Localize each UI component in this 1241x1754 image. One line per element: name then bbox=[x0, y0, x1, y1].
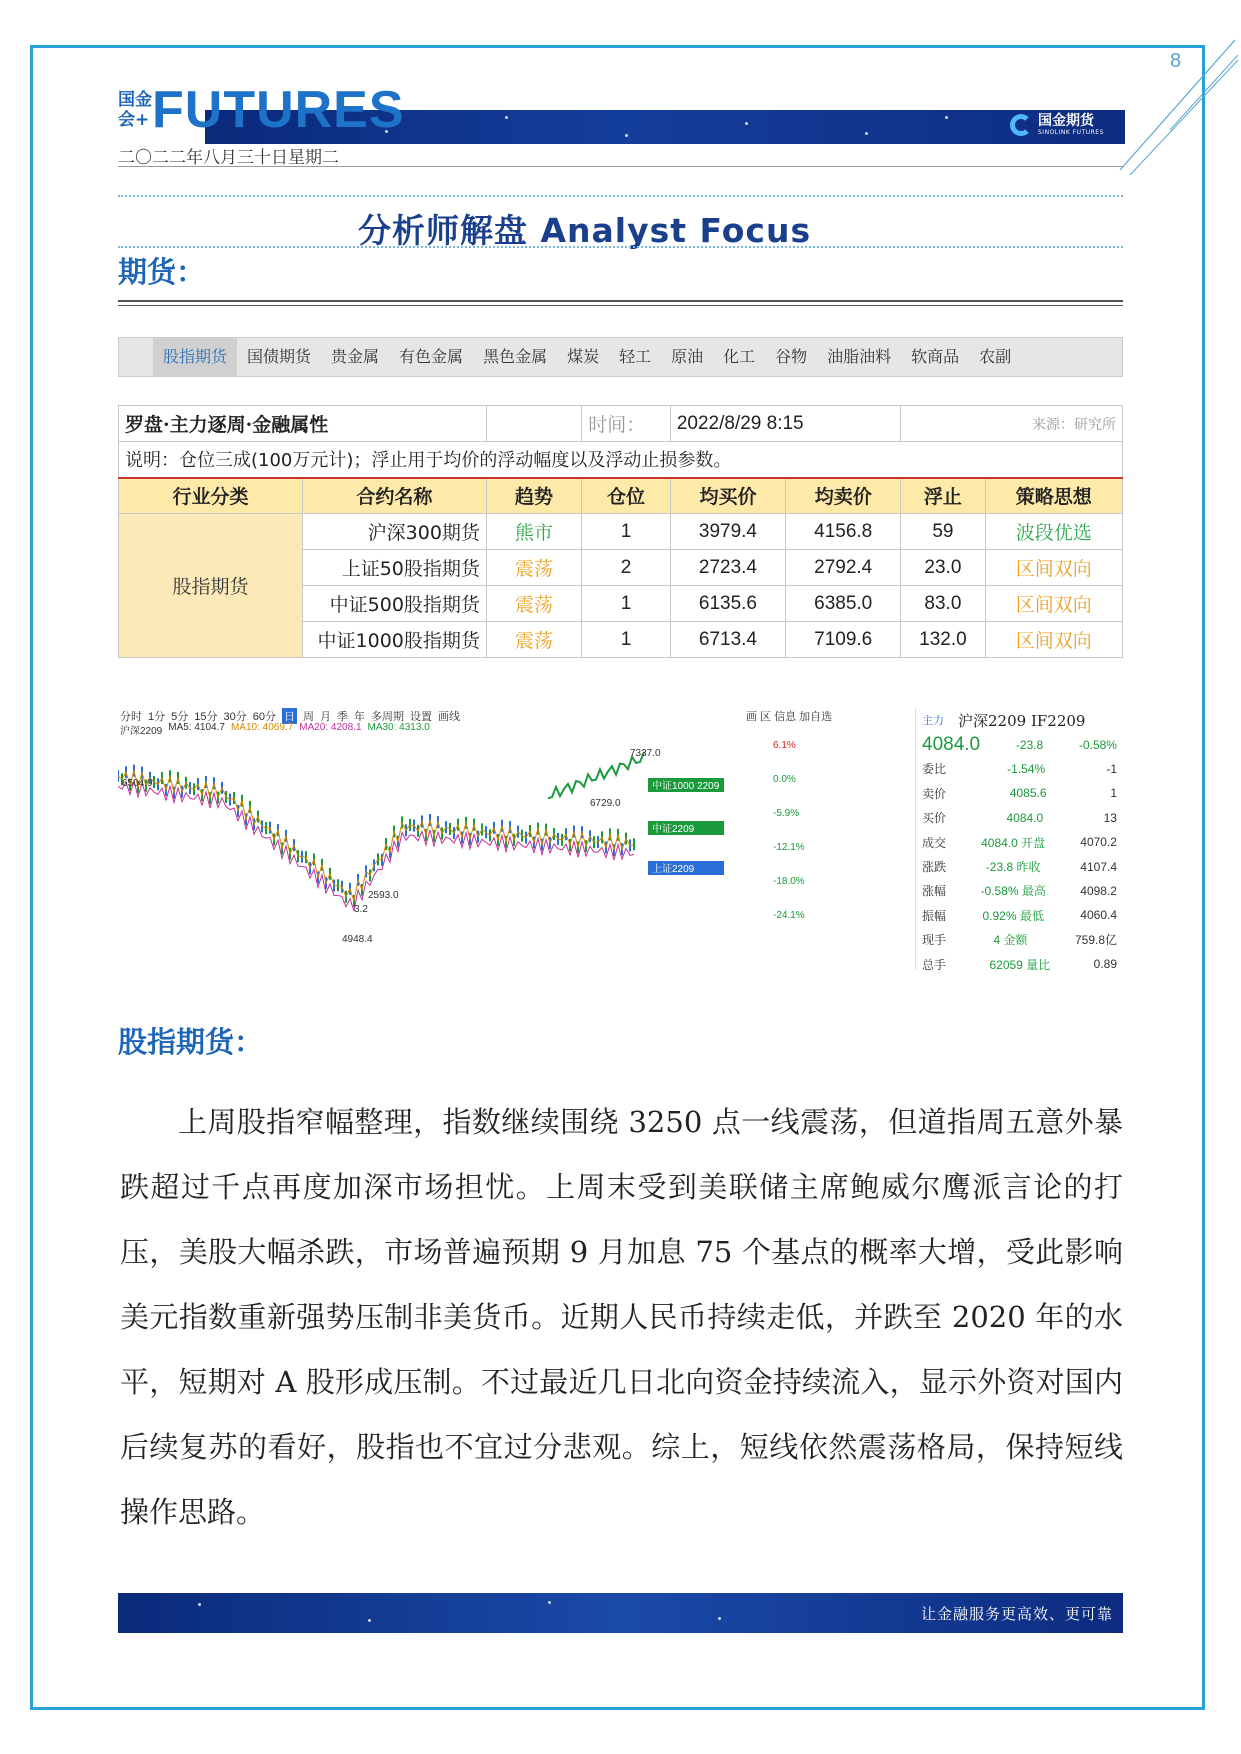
quote-row-label: 卖价 bbox=[922, 786, 947, 801]
quote-row-label: 涨跌 bbox=[922, 860, 947, 875]
divider-double bbox=[118, 300, 1123, 306]
divider-dotted bbox=[118, 246, 1123, 248]
cell-name: 沪深300期货 bbox=[302, 514, 486, 550]
period-button[interactable]: 多周期 bbox=[371, 711, 404, 723]
pct-tick: -24.1% bbox=[773, 910, 805, 921]
quote-row-value: 4085.6 bbox=[1009, 786, 1047, 801]
series-tag: 中证1000 2209 bbox=[652, 781, 720, 792]
tab-5[interactable]: 煤炭 bbox=[567, 347, 600, 366]
corner-decoration bbox=[1110, 20, 1240, 180]
footer-band bbox=[118, 1593, 1123, 1633]
pct-tick: 0.0% bbox=[773, 774, 796, 785]
header-cell: 合约名称 bbox=[302, 478, 486, 514]
cell-buy: 2723.4 bbox=[670, 550, 785, 586]
tab-8[interactable]: 化工 bbox=[723, 347, 756, 366]
cell-sell: 6385.0 bbox=[786, 586, 901, 622]
positions-table bbox=[118, 405, 1123, 658]
cell-buy: 6713.4 bbox=[670, 622, 785, 658]
cell-stop: 23.0 bbox=[901, 550, 985, 586]
quote-row-value: -0.58% 最高 bbox=[980, 884, 1046, 899]
cell-trend: 震荡 bbox=[486, 586, 581, 622]
cell-stop: 132.0 bbox=[901, 622, 985, 658]
tab-3[interactable]: 有色金属 bbox=[399, 347, 464, 366]
period-button[interactable]: 年 bbox=[354, 711, 365, 723]
cell-name: 中证1000股指期货 bbox=[302, 622, 486, 658]
cell-strategy: 区间双向 bbox=[985, 622, 1122, 658]
pct-tick: -12.1% bbox=[773, 842, 805, 853]
pct-tick: -5.9% bbox=[773, 808, 800, 819]
period-button[interactable]: 设置 bbox=[410, 711, 432, 723]
quote-row-value: 4084.0 开盘 bbox=[981, 835, 1046, 850]
quote-row bbox=[916, 928, 1123, 952]
divider bbox=[118, 166, 1123, 167]
table-caption: 罗盘·主力逐周·金融属性 bbox=[119, 406, 487, 442]
quote-row-right: 4060.4 bbox=[1080, 908, 1117, 923]
tab-1[interactable]: 国债期货 bbox=[247, 347, 312, 366]
tab-10[interactable]: 油脂油料 bbox=[827, 347, 892, 366]
ma-legend bbox=[120, 722, 430, 737]
quote-row-value: 4 金额 bbox=[993, 933, 1028, 948]
period-button[interactable]: 5分 bbox=[171, 711, 189, 723]
quote-label: 主力 bbox=[922, 715, 944, 728]
quote-row-value: 62059 量比 bbox=[989, 957, 1051, 972]
logo-futures: FUTURES bbox=[152, 81, 405, 139]
quote-row-right: -1 bbox=[1106, 761, 1117, 776]
cell-buy: 3979.4 bbox=[670, 514, 785, 550]
quote-row-value: -1.54% bbox=[1007, 761, 1046, 776]
pct-tick: -18.0% bbox=[773, 876, 805, 887]
cell-sell: 4156.8 bbox=[786, 514, 901, 550]
chart-plot bbox=[118, 736, 908, 968]
cell-position: 1 bbox=[582, 514, 671, 550]
time-label: 时间： bbox=[582, 406, 671, 442]
header-cell: 浮止 bbox=[901, 478, 985, 514]
annotation-mid: 6729.0 bbox=[590, 798, 621, 809]
section-title: 分析师解盘 Analyst Focus bbox=[358, 211, 812, 250]
source: 来源：研究所 bbox=[901, 406, 1123, 442]
period-button[interactable]: 60分 bbox=[252, 711, 276, 723]
quote-panel bbox=[915, 708, 1123, 970]
quote-row bbox=[916, 806, 1123, 830]
quote-row-right: 4070.2 bbox=[1080, 835, 1117, 850]
brand-logo bbox=[1010, 113, 1104, 136]
period-button[interactable]: 月 bbox=[320, 711, 331, 723]
quote-row-label: 振幅 bbox=[922, 908, 947, 923]
header-cell: 仓位 bbox=[582, 478, 671, 514]
cell-sell: 7109.6 bbox=[786, 622, 901, 658]
quote-row-label: 总手 bbox=[922, 957, 947, 972]
price-chart bbox=[118, 708, 1123, 970]
logo-cn: 国金会+ bbox=[118, 90, 152, 130]
quote-row-value: 4084.0 bbox=[1006, 810, 1044, 825]
table-row bbox=[119, 514, 1123, 550]
cell-position: 1 bbox=[582, 586, 671, 622]
tab-0[interactable]: 股指期货 bbox=[153, 338, 237, 376]
brand-name-en: SINOLINK FUTURES bbox=[1038, 129, 1104, 136]
period-button[interactable]: 15分 bbox=[194, 711, 218, 723]
ma-label: MA5: 4104.7 bbox=[168, 722, 225, 733]
quote-row-right: 4098.2 bbox=[1080, 883, 1117, 898]
page-number: 8 bbox=[1170, 50, 1182, 72]
annotation-left: 6504.9 bbox=[122, 778, 153, 789]
quote-row bbox=[916, 854, 1123, 878]
chart-right-toolbar: 画 区 信息 加自选 bbox=[746, 711, 833, 723]
annotation-high: 7337.0 bbox=[630, 748, 661, 759]
period-button[interactable]: 画线 bbox=[438, 711, 460, 723]
quote-row-right: 1 bbox=[1110, 786, 1117, 801]
header-cell: 趋势 bbox=[486, 478, 581, 514]
quote-change-pct: -0.58% bbox=[1078, 737, 1117, 752]
quote-row-right: 0.89 bbox=[1093, 957, 1117, 972]
quote-row-label: 买价 bbox=[922, 811, 947, 826]
cell-name: 中证500股指期货 bbox=[302, 586, 486, 622]
tab-4[interactable]: 黑色金属 bbox=[483, 347, 548, 366]
quote-row-right: 759.8亿 bbox=[1074, 933, 1117, 948]
quote-price: 4084.0 bbox=[922, 733, 981, 755]
ma-label: MA30: 4313.0 bbox=[367, 722, 430, 733]
cell-strategy: 波段优选 bbox=[985, 514, 1122, 550]
quote-title: 沪深2209 IF2209 bbox=[958, 711, 1086, 730]
brand-name: 国金期货 bbox=[1038, 113, 1094, 129]
quote-row-label: 成交 bbox=[922, 835, 947, 850]
category-cell: 股指期货 bbox=[119, 514, 303, 658]
pct-tick: 6.1% bbox=[773, 740, 796, 751]
header-cell: 均买价 bbox=[670, 478, 785, 514]
annotation-low2: 3.2 bbox=[354, 904, 368, 915]
cell-strategy: 区间双向 bbox=[985, 586, 1122, 622]
ma-label: 沪深2209 bbox=[120, 726, 163, 737]
quote-row bbox=[916, 757, 1123, 781]
quote-change: -23.8 bbox=[1015, 737, 1044, 752]
period-button[interactable]: 日 bbox=[282, 708, 297, 724]
period-button[interactable]: 季 bbox=[337, 711, 348, 723]
series-tag: 上证2209 bbox=[652, 864, 695, 875]
period-button[interactable]: 分时 bbox=[120, 711, 142, 723]
quote-row-label: 涨幅 bbox=[922, 884, 947, 899]
quote-row-label: 现手 bbox=[922, 933, 947, 948]
report-date: 二〇二二年八月三十日星期二 bbox=[118, 148, 339, 168]
cell-trend: 震荡 bbox=[486, 550, 581, 586]
tab-9[interactable]: 谷物 bbox=[775, 347, 808, 366]
table-header bbox=[119, 478, 1123, 514]
quote-row bbox=[916, 781, 1123, 805]
series-tag: 中证2209 bbox=[652, 824, 695, 835]
cell-sell: 2792.4 bbox=[786, 550, 901, 586]
period-button[interactable]: 1分 bbox=[148, 711, 166, 723]
annotation-low1: 2593.0 bbox=[368, 890, 399, 901]
time-value: 2022/8/29 8:15 bbox=[670, 406, 900, 442]
cell-trend: 熊市 bbox=[486, 514, 581, 550]
cell-trend: 震荡 bbox=[486, 622, 581, 658]
tab-6[interactable]: 轻工 bbox=[619, 347, 652, 366]
cell-position: 2 bbox=[582, 550, 671, 586]
quote-row bbox=[916, 879, 1123, 903]
header-cell: 行业分类 bbox=[119, 478, 303, 514]
tab-7[interactable]: 原油 bbox=[671, 347, 704, 366]
cell-position: 1 bbox=[582, 622, 671, 658]
tab-12[interactable]: 农副 bbox=[979, 347, 1012, 366]
tab-11[interactable]: 软商品 bbox=[911, 347, 960, 366]
ma-label: MA20: 4208.1 bbox=[299, 722, 362, 733]
header-cell: 策略思想 bbox=[985, 478, 1122, 514]
cell-buy: 6135.6 bbox=[670, 586, 785, 622]
quote-row bbox=[916, 952, 1123, 976]
brand-mark-icon bbox=[1010, 114, 1032, 136]
divider-dotted bbox=[118, 195, 1123, 197]
quote-row-right: 13 bbox=[1103, 810, 1117, 825]
quote-row bbox=[916, 903, 1123, 927]
category-tabs bbox=[118, 337, 1123, 377]
analysis-paragraph: 上周股指窄幅整理，指数继续围绕 3250 点一线震荡，但道指周五意外暴跌超过千点再度加深市场担忧。上周末受到美联储主席鲍威尔鹰派言论的打压，美股大幅杀跌，市场普遍预期 9 月加息 75 个基点的概率大增，受此影响美元指数重新强势压制非美货币。近期人民币持续走低，并跌至 2020 年的水平，短期对 A 股形成压制。不过最近几日北向资金持续流入，显示外资对国内后续复苏的看好，股指也不宜过分悲观。综上，短线依然震荡格局，保持短线操作思路。 bbox=[120, 1105, 1123, 1529]
cell-name: 上证50股指期货 bbox=[302, 550, 486, 586]
cell-strategy: 区间双向 bbox=[985, 550, 1122, 586]
quote-row-value: -23.8 昨收 bbox=[985, 860, 1041, 875]
table-note: 说明：仓位三成(100万元计)；浮止用于均价的浮动幅度以及浮动止损参数。 bbox=[119, 442, 1123, 478]
period-button[interactable]: 周 bbox=[303, 711, 314, 723]
cell-stop: 59 bbox=[901, 514, 985, 550]
annotation-low3: 4948.4 bbox=[342, 934, 373, 945]
quote-row-right: 4107.4 bbox=[1080, 859, 1117, 874]
futures-heading: 期货： bbox=[118, 255, 206, 289]
quote-row bbox=[916, 830, 1123, 854]
quote-row-label: 委比 bbox=[922, 762, 947, 777]
tab-2[interactable]: 贵金属 bbox=[331, 347, 380, 366]
cell-stop: 83.0 bbox=[901, 586, 985, 622]
header-cell: 均卖价 bbox=[786, 478, 901, 514]
footer-slogan: 让金融服务更高效、更可靠 bbox=[920, 1605, 1113, 1623]
ma-label: MA10: 4069.7 bbox=[230, 722, 294, 733]
quote-row-value: 0.92% 最低 bbox=[982, 908, 1044, 923]
stock-index-heading: 股指期货： bbox=[118, 1025, 264, 1059]
period-button[interactable]: 30分 bbox=[223, 711, 247, 723]
